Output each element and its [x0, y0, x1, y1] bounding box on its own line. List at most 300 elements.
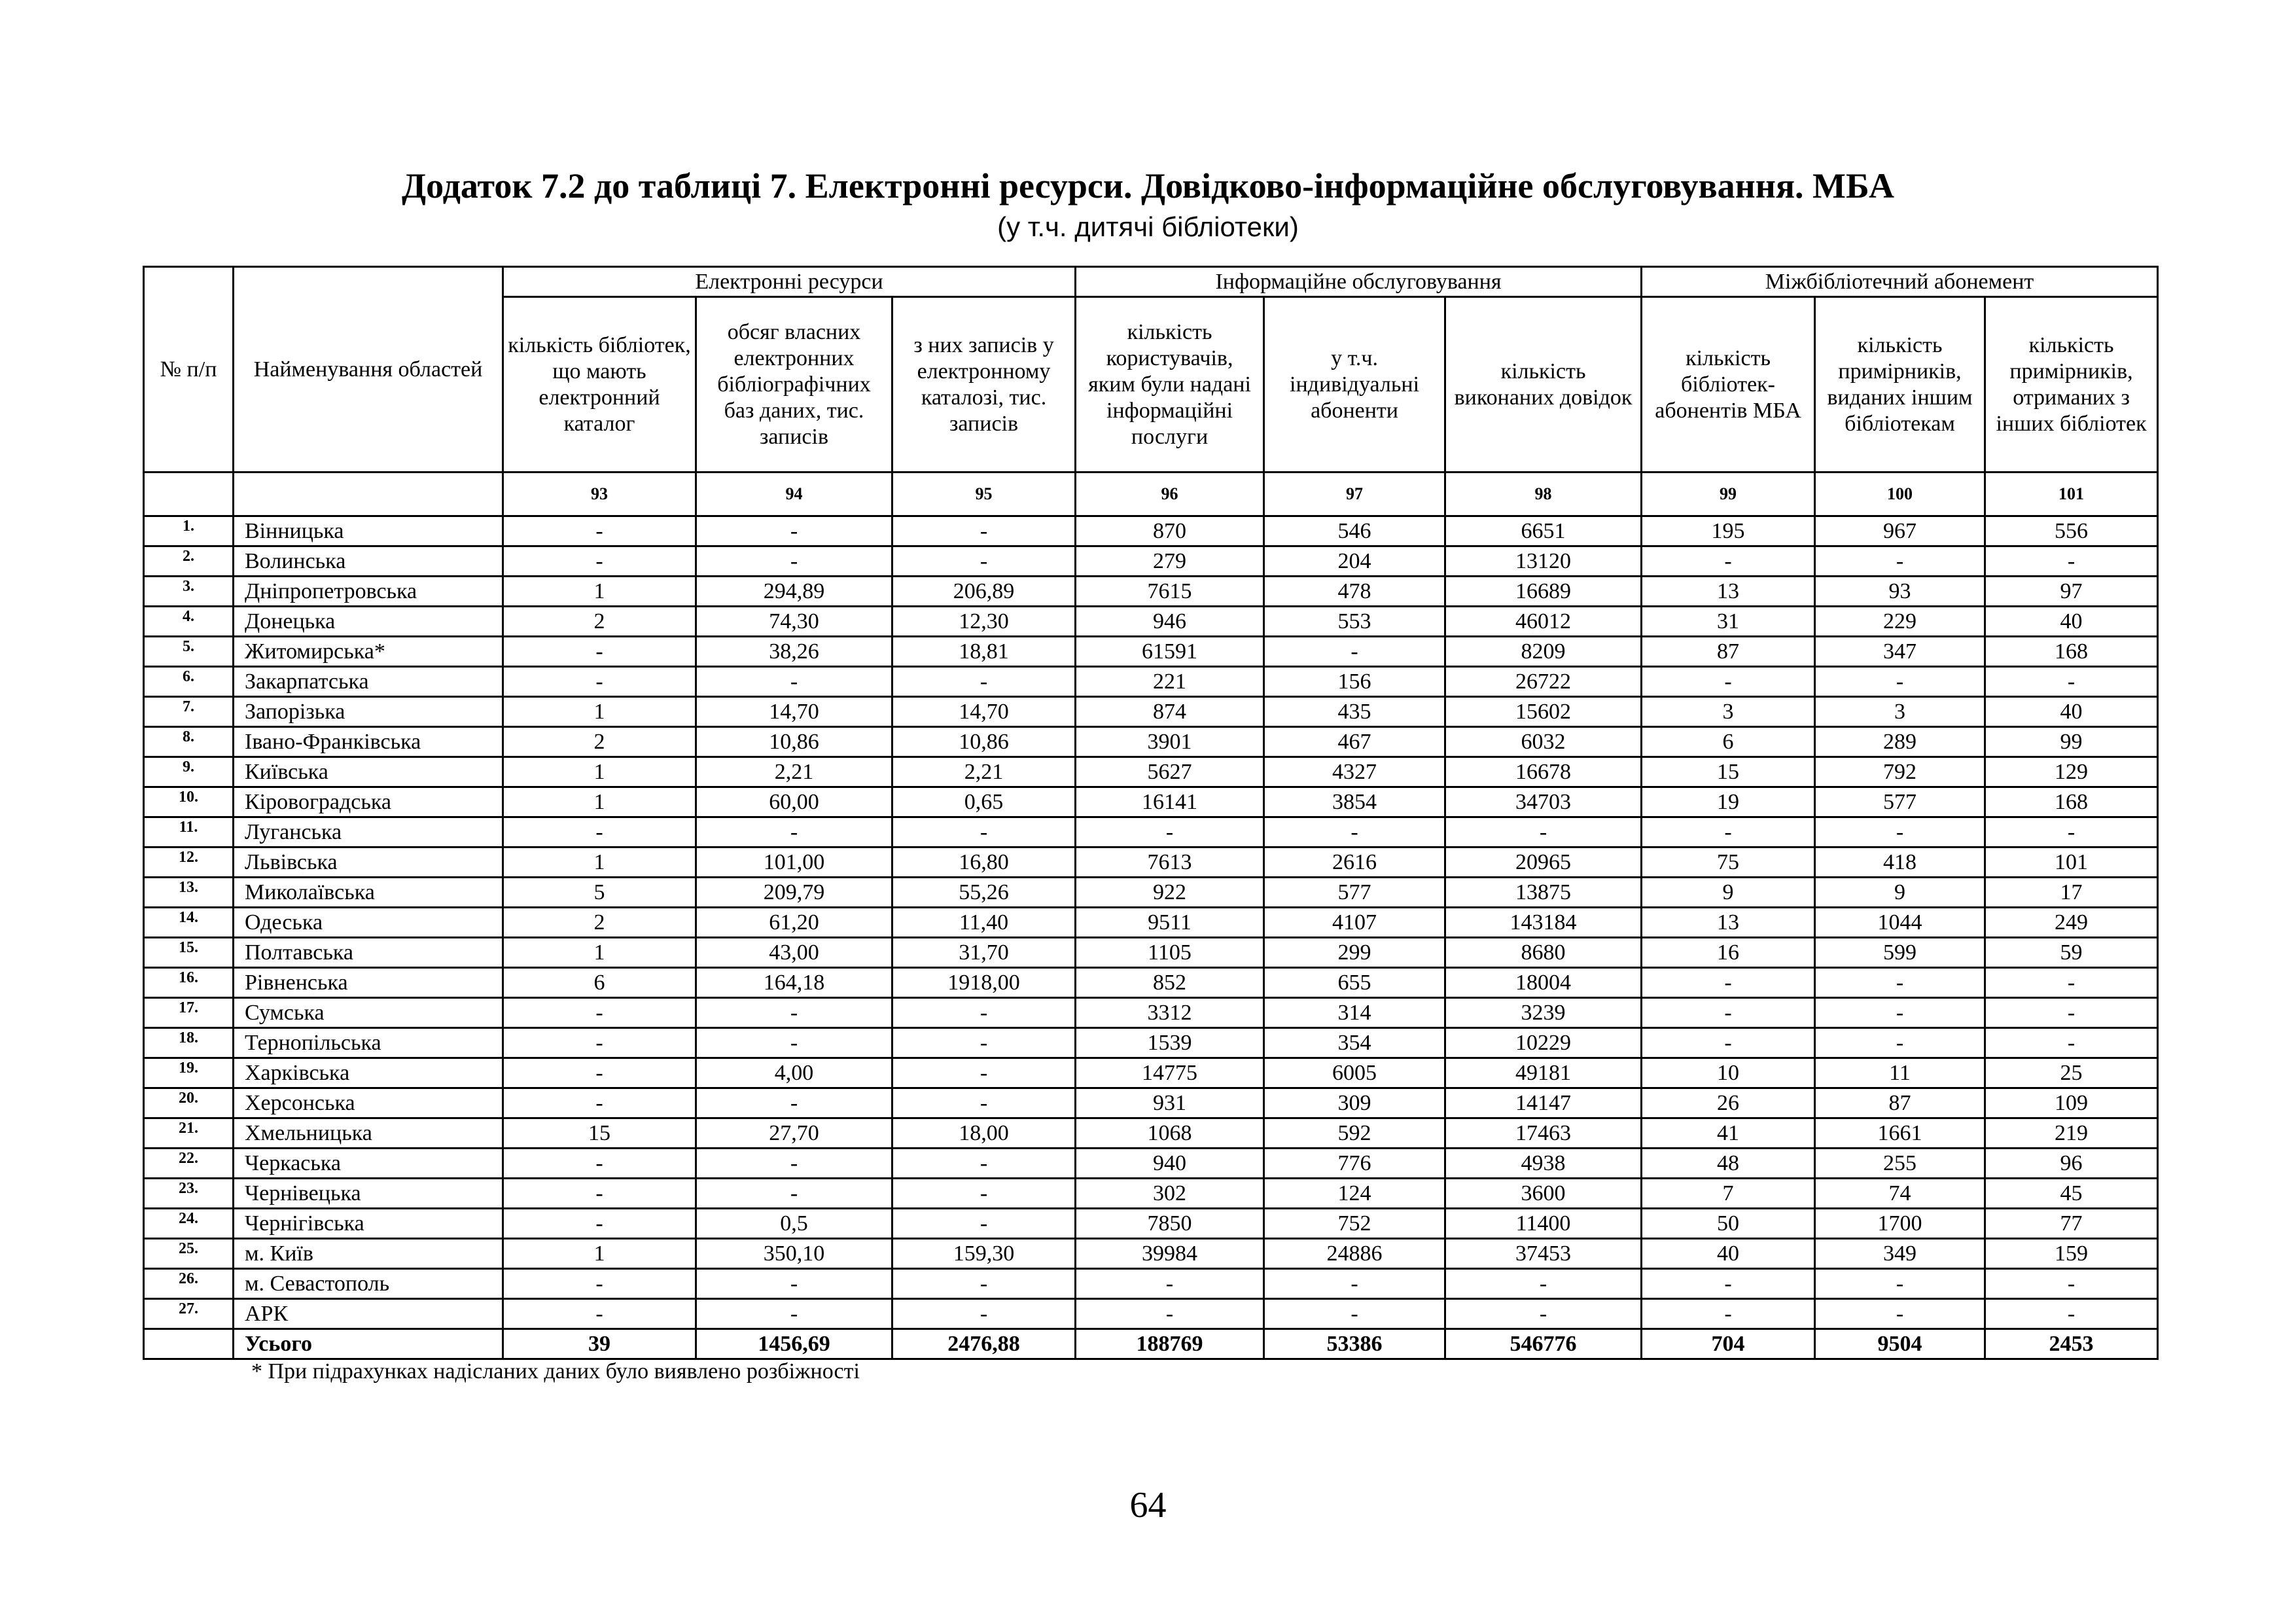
total-row: [144, 1329, 2158, 1359]
value-cell: 1: [503, 757, 696, 787]
value-cell: 40: [1642, 1239, 1815, 1269]
value-cell: 6651: [1445, 516, 1642, 546]
region-name-cell: Миколаївська: [234, 878, 503, 908]
region-name-cell: Запорізька: [234, 697, 503, 727]
row-number-cell: 11.: [144, 817, 234, 847]
value-cell: -: [892, 516, 1076, 546]
column-header-number: № п/п: [144, 267, 234, 473]
subheader-libraries-with-catalog: кількість бібліотек, що мають електронний каталог: [503, 297, 696, 473]
value-cell: 14,70: [696, 697, 892, 727]
value-cell: 124: [1264, 1179, 1445, 1209]
region-name-cell: Київська: [234, 757, 503, 787]
region-name-cell: Дніпропетровська: [234, 577, 503, 607]
value-cell: 219: [1985, 1118, 2158, 1149]
value-cell: 50: [1642, 1209, 1815, 1239]
row-number-cell: 15.: [144, 938, 234, 968]
value-cell: 6: [503, 968, 696, 998]
value-cell: 255: [1815, 1149, 1985, 1179]
value-cell: 59: [1985, 938, 2158, 968]
value-cell: -: [503, 637, 696, 667]
value-cell: 206,89: [892, 577, 1076, 607]
value-cell: 229: [1815, 607, 1985, 637]
value-cell: 34703: [1445, 787, 1642, 817]
value-cell: 1700: [1815, 1209, 1985, 1239]
table-row: [144, 968, 2158, 998]
value-cell: 75: [1642, 847, 1815, 878]
table-row: [144, 938, 2158, 968]
value-cell: 13: [1642, 577, 1815, 607]
value-cell: -: [892, 1299, 1076, 1329]
value-cell: -: [892, 1088, 1076, 1118]
value-cell: 16: [1642, 938, 1815, 968]
row-number-cell: 16.: [144, 968, 234, 998]
value-cell: 8680: [1445, 938, 1642, 968]
value-cell: 279: [1076, 546, 1264, 577]
column-number-cell: 95: [892, 473, 1076, 516]
value-cell: 347: [1815, 637, 1985, 667]
value-cell: -: [1985, 998, 2158, 1028]
value-cell: -: [892, 667, 1076, 697]
row-number-cell: 27.: [144, 1299, 234, 1329]
value-cell: 204: [1264, 546, 1445, 577]
table-row: [144, 1239, 2158, 1269]
region-name-cell: АРК: [234, 1299, 503, 1329]
value-cell: 97: [1985, 577, 2158, 607]
value-cell: 38,26: [696, 637, 892, 667]
value-cell: -: [1815, 968, 1985, 998]
value-cell: 77: [1985, 1209, 2158, 1239]
column-number-cell: 98: [1445, 473, 1642, 516]
column-number-cell: 94: [696, 473, 892, 516]
value-cell: 15: [503, 1118, 696, 1149]
value-cell: 168: [1985, 637, 2158, 667]
table-row: [144, 1149, 2158, 1179]
value-cell: 60,00: [696, 787, 892, 817]
value-cell: -: [1985, 968, 2158, 998]
value-cell: -: [1985, 667, 2158, 697]
value-cell: 25: [1985, 1058, 2158, 1088]
page-number: 64: [1129, 1485, 1167, 1525]
subheader-catalog-records: з них записів у електронному каталозі, тис. записів: [892, 297, 1076, 473]
value-cell: 37453: [1445, 1239, 1642, 1269]
subheader-individual-subscribers: у т.ч. індивідуальні абоненти: [1264, 297, 1445, 473]
value-cell: 129: [1985, 757, 2158, 787]
value-cell: 9: [1815, 878, 1985, 908]
column-number-cell: 97: [1264, 473, 1445, 516]
value-cell: -: [1076, 817, 1264, 847]
value-cell: 11,40: [892, 908, 1076, 938]
value-cell: -: [696, 998, 892, 1028]
value-cell: 10,86: [892, 727, 1076, 757]
value-cell: 221: [1076, 667, 1264, 697]
value-cell: 655: [1264, 968, 1445, 998]
value-cell: 704: [1642, 1329, 1815, 1359]
row-number-cell: [144, 1329, 234, 1359]
row-number-cell: 22.: [144, 1149, 234, 1179]
value-cell: -: [1815, 667, 1985, 697]
value-cell: -: [1445, 817, 1642, 847]
value-cell: -: [1985, 1269, 2158, 1299]
value-cell: -: [1076, 1269, 1264, 1299]
value-cell: -: [892, 1058, 1076, 1088]
region-name-cell: Кіровоградська: [234, 787, 503, 817]
table-row: [144, 727, 2158, 757]
group-header-electronic-resources: Електронні ресурси: [503, 267, 1076, 297]
value-cell: 0,5: [696, 1209, 892, 1239]
value-cell: 1539: [1076, 1028, 1264, 1058]
column-number-cell: 99: [1642, 473, 1815, 516]
value-cell: 15602: [1445, 697, 1642, 727]
value-cell: 1: [503, 847, 696, 878]
value-cell: -: [503, 1299, 696, 1329]
value-cell: 31: [1642, 607, 1815, 637]
value-cell: 195: [1642, 516, 1815, 546]
value-cell: 55,26: [892, 878, 1076, 908]
value-cell: 101: [1985, 847, 2158, 878]
value-cell: 18,00: [892, 1118, 1076, 1149]
row-number-cell: 25.: [144, 1239, 234, 1269]
value-cell: -: [1642, 1269, 1815, 1299]
region-name-cell: Донецька: [234, 607, 503, 637]
value-cell: 74,30: [696, 607, 892, 637]
value-cell: 16689: [1445, 577, 1642, 607]
value-cell: 17463: [1445, 1118, 1642, 1149]
region-name-cell: Харківська: [234, 1058, 503, 1088]
value-cell: 1: [503, 577, 696, 607]
value-cell: -: [696, 1088, 892, 1118]
value-cell: 1456,69: [696, 1329, 892, 1359]
value-cell: 12,30: [892, 607, 1076, 637]
value-cell: -: [892, 1149, 1076, 1179]
value-cell: -: [1985, 1028, 2158, 1058]
region-name-cell: Сумська: [234, 998, 503, 1028]
value-cell: 20965: [1445, 847, 1642, 878]
value-cell: 350,10: [696, 1239, 892, 1269]
value-cell: -: [1642, 968, 1815, 998]
value-cell: 13120: [1445, 546, 1642, 577]
region-name-cell: Тернопільська: [234, 1028, 503, 1058]
value-cell: 1661: [1815, 1118, 1985, 1149]
value-cell: 922: [1076, 878, 1264, 908]
value-cell: 209,79: [696, 878, 892, 908]
value-cell: 41: [1642, 1118, 1815, 1149]
value-cell: -: [892, 546, 1076, 577]
value-cell: -: [1642, 998, 1815, 1028]
subheader-users-served: кількість користувачів, яким були надані інформаційні послуги: [1076, 297, 1264, 473]
value-cell: 4107: [1264, 908, 1445, 938]
value-cell: -: [1642, 667, 1815, 697]
value-cell: 553: [1264, 607, 1445, 637]
region-name-cell: Усього: [234, 1329, 503, 1359]
region-name-cell: Івано-Франківська: [234, 727, 503, 757]
region-name-cell: Рівненська: [234, 968, 503, 998]
value-cell: 1: [503, 938, 696, 968]
table-row: [144, 817, 2158, 847]
row-number-cell: 17.: [144, 998, 234, 1028]
value-cell: 14,70: [892, 697, 1076, 727]
value-cell: 9: [1642, 878, 1815, 908]
value-cell: -: [503, 1179, 696, 1209]
value-cell: 6032: [1445, 727, 1642, 757]
row-number-cell: 14.: [144, 908, 234, 938]
value-cell: 940: [1076, 1149, 1264, 1179]
value-cell: 852: [1076, 968, 1264, 998]
value-cell: -: [503, 1209, 696, 1239]
value-cell: -: [503, 667, 696, 697]
column-number-cell: [144, 473, 234, 516]
value-cell: 8209: [1445, 637, 1642, 667]
value-cell: -: [1076, 1299, 1264, 1329]
value-cell: -: [1815, 546, 1985, 577]
value-cell: -: [503, 998, 696, 1028]
value-cell: 13875: [1445, 878, 1642, 908]
table-row: [144, 1299, 2158, 1329]
row-number-cell: 1.: [144, 516, 234, 546]
value-cell: -: [892, 1269, 1076, 1299]
value-cell: 159,30: [892, 1239, 1076, 1269]
row-number-cell: 6.: [144, 667, 234, 697]
value-cell: -: [1264, 1299, 1445, 1329]
value-cell: 4938: [1445, 1149, 1642, 1179]
region-name-cell: м. Севастополь: [234, 1269, 503, 1299]
value-cell: -: [1642, 817, 1815, 847]
value-cell: -: [1815, 1028, 1985, 1058]
value-cell: 39984: [1076, 1239, 1264, 1269]
value-cell: 14147: [1445, 1088, 1642, 1118]
table-row: [144, 1088, 2158, 1118]
value-cell: 7: [1642, 1179, 1815, 1209]
table-row: [144, 607, 2158, 637]
value-cell: 467: [1264, 727, 1445, 757]
column-number-cell: 100: [1815, 473, 1985, 516]
column-number-row: [144, 473, 2158, 516]
value-cell: 9504: [1815, 1329, 1985, 1359]
value-cell: 43,00: [696, 938, 892, 968]
value-cell: 7850: [1076, 1209, 1264, 1239]
value-cell: 294,89: [696, 577, 892, 607]
value-cell: 18,81: [892, 637, 1076, 667]
table-row: [144, 1028, 2158, 1058]
value-cell: 27,70: [696, 1118, 892, 1149]
value-cell: 10229: [1445, 1028, 1642, 1058]
value-cell: 478: [1264, 577, 1445, 607]
table-row: [144, 1058, 2158, 1088]
value-cell: 967: [1815, 516, 1985, 546]
value-cell: 3: [1815, 697, 1985, 727]
value-cell: 3312: [1076, 998, 1264, 1028]
value-cell: 16,80: [892, 847, 1076, 878]
value-cell: -: [1642, 1028, 1815, 1058]
column-number-cell: 96: [1076, 473, 1264, 516]
value-cell: 2,21: [696, 757, 892, 787]
value-cell: 17: [1985, 878, 2158, 908]
value-cell: 40: [1985, 607, 2158, 637]
subheader-mba-subscriber-libraries: кількість бібліотек-абонентів МБА: [1642, 297, 1815, 473]
value-cell: -: [1985, 817, 2158, 847]
table-row: [144, 1118, 2158, 1149]
value-cell: 164,18: [696, 968, 892, 998]
footnote: * При підрахунках надісланих даних було виявлено розбіжності: [251, 1359, 860, 1383]
value-cell: -: [696, 516, 892, 546]
value-cell: -: [503, 1269, 696, 1299]
value-cell: 7613: [1076, 847, 1264, 878]
row-number-cell: 19.: [144, 1058, 234, 1088]
value-cell: -: [503, 516, 696, 546]
value-cell: -: [1445, 1269, 1642, 1299]
value-cell: 592: [1264, 1118, 1445, 1149]
value-cell: 87: [1642, 637, 1815, 667]
value-cell: 1044: [1815, 908, 1985, 938]
row-number-cell: 18.: [144, 1028, 234, 1058]
value-cell: 7615: [1076, 577, 1264, 607]
value-cell: -: [696, 1179, 892, 1209]
value-cell: 2616: [1264, 847, 1445, 878]
group-header-interlibrary-loan: Міжбібліотечний абонемент: [1642, 267, 2158, 297]
value-cell: 3854: [1264, 787, 1445, 817]
value-cell: 16141: [1076, 787, 1264, 817]
table-row: [144, 577, 2158, 607]
value-cell: 40: [1985, 697, 2158, 727]
subheader-own-databases-volume: обсяг власних електронних бібліографічних баз даних, тис. записів: [696, 297, 892, 473]
value-cell: 6005: [1264, 1058, 1445, 1088]
row-number-cell: 3.: [144, 577, 234, 607]
page-title: Додаток 7.2 до таблиці 7. Електронні ресурси. Довідково-інформаційне обслуговування. МБА: [402, 166, 1894, 205]
row-number-cell: 9.: [144, 757, 234, 787]
statistics-table: [143, 266, 2159, 1360]
value-cell: 2: [503, 908, 696, 938]
value-cell: 5: [503, 878, 696, 908]
table-row: [144, 546, 2158, 577]
value-cell: 13: [1642, 908, 1815, 938]
table-body: [144, 516, 2158, 1359]
value-cell: 418: [1815, 847, 1985, 878]
value-cell: -: [696, 1149, 892, 1179]
value-cell: -: [1264, 637, 1445, 667]
value-cell: 159: [1985, 1239, 2158, 1269]
region-name-cell: Чернігівська: [234, 1209, 503, 1239]
row-number-cell: 21.: [144, 1118, 234, 1149]
table-row: [144, 1209, 2158, 1239]
value-cell: 24886: [1264, 1239, 1445, 1269]
value-cell: 188769: [1076, 1329, 1264, 1359]
value-cell: 3901: [1076, 727, 1264, 757]
table-row: [144, 697, 2158, 727]
value-cell: 31,70: [892, 938, 1076, 968]
value-cell: 1: [503, 697, 696, 727]
value-cell: 3600: [1445, 1179, 1642, 1209]
subheader-copies-received: кількість примірників, отриманих з інших бібліотек: [1985, 297, 2158, 473]
value-cell: 61591: [1076, 637, 1264, 667]
value-cell: 0,65: [892, 787, 1076, 817]
region-name-cell: Чернівецька: [234, 1179, 503, 1209]
value-cell: 74: [1815, 1179, 1985, 1209]
value-cell: 870: [1076, 516, 1264, 546]
value-cell: 11: [1815, 1058, 1985, 1088]
row-number-cell: 26.: [144, 1269, 234, 1299]
value-cell: -: [1642, 546, 1815, 577]
value-cell: 354: [1264, 1028, 1445, 1058]
value-cell: -: [1985, 546, 2158, 577]
value-cell: 87: [1815, 1088, 1985, 1118]
value-cell: 99: [1985, 727, 2158, 757]
group-header-information-service: Інформаційне обслуговування: [1076, 267, 1642, 297]
row-number-cell: 13.: [144, 878, 234, 908]
value-cell: 435: [1264, 697, 1445, 727]
value-cell: 109: [1985, 1088, 2158, 1118]
row-number-cell: 7.: [144, 697, 234, 727]
table-row: [144, 908, 2158, 938]
value-cell: 874: [1076, 697, 1264, 727]
column-number-cell: [234, 473, 503, 516]
value-cell: 156: [1264, 667, 1445, 697]
value-cell: 26722: [1445, 667, 1642, 697]
value-cell: -: [696, 1269, 892, 1299]
value-cell: -: [1815, 1269, 1985, 1299]
value-cell: -: [1815, 817, 1985, 847]
region-name-cell: Львівська: [234, 847, 503, 878]
row-number-cell: 20.: [144, 1088, 234, 1118]
value-cell: -: [696, 1299, 892, 1329]
row-number-cell: 23.: [144, 1179, 234, 1209]
value-cell: 577: [1815, 787, 1985, 817]
region-name-cell: Луганська: [234, 817, 503, 847]
region-name-cell: Черкаська: [234, 1149, 503, 1179]
value-cell: 168: [1985, 787, 2158, 817]
value-cell: 2476,88: [892, 1329, 1076, 1359]
value-cell: 53386: [1264, 1329, 1445, 1359]
value-cell: 46012: [1445, 607, 1642, 637]
value-cell: 96: [1985, 1149, 2158, 1179]
value-cell: 3: [1642, 697, 1815, 727]
value-cell: 309: [1264, 1088, 1445, 1118]
value-cell: -: [503, 546, 696, 577]
column-header-region: Найменування областей: [234, 267, 503, 473]
value-cell: 14775: [1076, 1058, 1264, 1088]
value-cell: 931: [1076, 1088, 1264, 1118]
table-row: [144, 757, 2158, 787]
value-cell: 10: [1642, 1058, 1815, 1088]
row-number-cell: 10.: [144, 787, 234, 817]
value-cell: 39: [503, 1329, 696, 1359]
value-cell: 10,86: [696, 727, 892, 757]
value-cell: 2: [503, 727, 696, 757]
table-row: [144, 1179, 2158, 1209]
table-row: [144, 787, 2158, 817]
row-number-cell: 12.: [144, 847, 234, 878]
value-cell: -: [1264, 1269, 1445, 1299]
value-cell: 349: [1815, 1239, 1985, 1269]
value-cell: -: [892, 1209, 1076, 1239]
value-cell: 48: [1642, 1149, 1815, 1179]
region-name-cell: Житомирська*: [234, 637, 503, 667]
value-cell: 546: [1264, 516, 1445, 546]
value-cell: 752: [1264, 1209, 1445, 1239]
value-cell: 2,21: [892, 757, 1076, 787]
value-cell: -: [1445, 1299, 1642, 1329]
region-name-cell: Волинська: [234, 546, 503, 577]
value-cell: -: [1264, 817, 1445, 847]
region-name-cell: м. Київ: [234, 1239, 503, 1269]
value-cell: 19: [1642, 787, 1815, 817]
row-number-cell: 2.: [144, 546, 234, 577]
value-cell: 45: [1985, 1179, 2158, 1209]
value-cell: 4,00: [696, 1058, 892, 1088]
value-cell: 3239: [1445, 998, 1642, 1028]
row-number-cell: 8.: [144, 727, 234, 757]
value-cell: 2: [503, 607, 696, 637]
value-cell: 4327: [1264, 757, 1445, 787]
value-cell: 2453: [1985, 1329, 2158, 1359]
